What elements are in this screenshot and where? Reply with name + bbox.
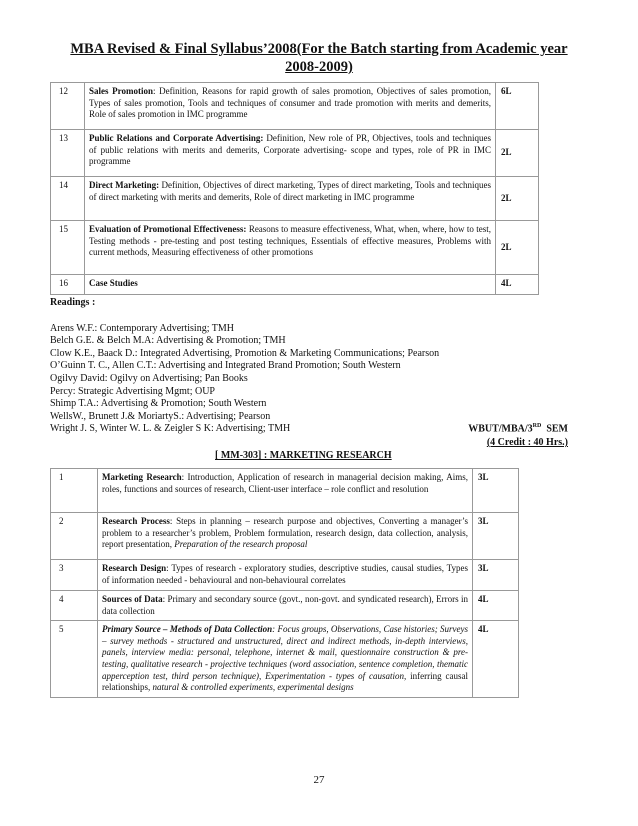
topic-description xyxy=(85,275,496,295)
topic-separator: : xyxy=(152,86,160,96)
topic-credit: 6L xyxy=(496,83,539,130)
topic-description xyxy=(98,469,473,513)
topic-credit: 4L xyxy=(473,591,519,621)
semester-code-suffix: SEM xyxy=(541,423,568,435)
topic-text: Definition, Objectives of direct marketing, Types of direct marketing, Tools and techniques of direct marketing with merits and demerits, Role of direct marketing in IMC programme xyxy=(89,180,492,202)
table-row xyxy=(51,591,519,621)
topic-separator: : xyxy=(181,472,188,482)
topic-separator: : xyxy=(166,563,172,573)
page-number: 27 xyxy=(313,774,325,786)
topic-number: 4 xyxy=(51,591,98,621)
title-line-1: MBA Revised & Final Syllabus’2008(For the Batch starting from Academic year xyxy=(70,41,568,57)
topic-description xyxy=(98,591,473,621)
topic-description xyxy=(98,560,473,591)
topic-title: Research Process xyxy=(102,516,170,526)
topic-credit: 4L xyxy=(496,275,539,295)
topic-text: Reasons to measure effectiveness, What, when, where, how to test, Testing methods - pre-testing and post testing techniques, Essentials of effective measures, Problems with current methods, Measuring effectiveness of other promotions xyxy=(89,224,491,258)
topic-title: Marketing Research xyxy=(102,472,182,482)
topic-text-italic-end: natural & controlled experiments, experimental designs xyxy=(152,682,354,693)
table-row xyxy=(51,221,539,275)
topic-credit: 3L xyxy=(473,469,519,513)
table-row xyxy=(51,560,519,591)
readings-list xyxy=(50,323,439,436)
topic-text: Primary and secondary source (govt., non-govt. and syndicated research), Errors in data collection xyxy=(102,594,468,616)
topic-description xyxy=(85,130,496,177)
title-line-2: 2008-2009) xyxy=(285,59,353,75)
table-row xyxy=(51,83,539,130)
table-row xyxy=(51,513,519,560)
topic-text: Definition, New role of PR, Objectives, tools and techniques of public relations with merits and demerits, Corporate advertising- scope and types, role of PR in IMC programme xyxy=(89,133,491,167)
topic-description xyxy=(85,83,496,130)
topic-description xyxy=(98,621,473,698)
semester-code-prefix: WBUT/MBA/3 xyxy=(468,423,533,435)
table-row xyxy=(51,177,539,221)
topic-number: 5 xyxy=(51,621,98,698)
reading-item: Percy: Strategic Advertising Mgmt; OUP xyxy=(50,385,215,397)
topic-separator: : xyxy=(169,516,177,526)
table-row xyxy=(51,621,519,698)
page-title xyxy=(20,40,618,76)
topic-number: 15 xyxy=(51,221,85,275)
topic-title: Research Design xyxy=(102,563,167,573)
topic-text-italic: Preparation of the research proposal xyxy=(174,539,308,550)
topic-description xyxy=(85,221,496,275)
table-row xyxy=(51,130,539,177)
reading-item: Clow K.E., Baack D.: Integrated Advertising, Promotion & Marketing Communications; Pearson xyxy=(50,347,440,359)
topic-title: Primary Source – Methods of Data Collection xyxy=(102,624,273,635)
topic-text: Introduction, Application of research in managerial decision making, Aims, roles, functions and sources of research, Client-user interface – role conflict and resolution xyxy=(102,472,468,494)
topic-number: 1 xyxy=(51,469,98,513)
table-row xyxy=(51,469,519,513)
reading-item: O’Guinn T. C., Allen C.T.: Advertising and Integrated Brand Promotion; South Western xyxy=(50,360,401,372)
topic-number: 3 xyxy=(51,560,98,591)
topic-text: Types of research - exploratory studies, descriptive studies, causal studies, Types of information needed - behavioural and non-behavioural correlates xyxy=(102,563,469,585)
reading-item: Shimp T.A.: Advertising & Promotion; South Western xyxy=(50,398,267,410)
syllabus-table-advertising xyxy=(50,82,539,295)
readings-section xyxy=(50,297,439,436)
topic-number: 12 xyxy=(51,83,85,130)
topic-description xyxy=(98,513,473,560)
reading-item: Belch G.E. & Belch M.A: Advertising & Promotion; TMH xyxy=(50,335,286,347)
topic-title: Case Studies xyxy=(89,278,138,288)
course-title: [ MM-303] : MARKETING RESEARCH xyxy=(215,450,392,461)
topic-credit: 2L xyxy=(496,177,539,221)
reading-item: WellsW., Brunett J.& MoriartyS.: Advertising; Pearson xyxy=(50,410,271,422)
topic-title: Direct Marketing: xyxy=(89,180,160,190)
topic-title: Sources of Data xyxy=(102,594,163,604)
reading-item: Arens W.F.: Contemporary Advertising; TMH xyxy=(50,322,235,334)
reading-item: Ogilvy David: Ogilvy on Advertising; Pan Books xyxy=(50,372,248,384)
topic-title: Evaluation of Promotional Effectiveness: xyxy=(89,224,247,234)
table-row xyxy=(51,275,539,295)
topic-number: 2 xyxy=(51,513,98,560)
credit-hours: (4 Credit : 40 Hrs.) xyxy=(486,437,568,448)
topic-credit: 3L xyxy=(473,513,519,560)
topic-number: 14 xyxy=(51,177,85,221)
topic-description xyxy=(85,177,496,221)
semester-code-sup: RD xyxy=(532,423,542,429)
topic-credit: 2L xyxy=(496,221,539,275)
topic-credit: 4L xyxy=(473,621,519,698)
topic-text: Steps in planning – research purpose and objectives, Converting a manager’s problem to a researcher’s problem, Problem formulation, research design, data collection, analysis, report presentation, xyxy=(102,516,468,550)
topic-separator: : xyxy=(162,594,168,604)
reading-item: Wright J. S, Winter W. L. & Zeigler S K: Advertising; TMH xyxy=(50,423,291,435)
topic-title: Public Relations and Corporate Advertising: xyxy=(89,133,264,143)
topic-number: 16 xyxy=(51,275,85,295)
topic-text: inferring causal relationships, xyxy=(102,670,468,693)
topic-number: 13 xyxy=(51,130,85,177)
topic-credit: 3L xyxy=(473,560,519,591)
topic-title: Sales Promotion xyxy=(89,86,153,96)
topic-text-italic: : Focus groups, Observations, Case histories; Surveys – survey methods - structured and unstructured, direct and indirect methods, in-depth interviews, panels, interview media: personal, telephone, internet & mail, questionnaire construction & pre-testing, qualitative research - projective techniques (word association, sentence completion, thematic apperception test, third person technique), Experimentation - types of causation, xyxy=(102,624,468,681)
topic-text: Definition, Reasons for rapid growth of sales promotion, Objectives of sales promotion, Types of sales promotion, Tools and techniques of consumer and trade promotion with merits and demerits, Role of sales promotion in IMC programme xyxy=(89,86,491,120)
semester-code xyxy=(468,423,568,434)
readings-heading: Readings : xyxy=(50,297,96,308)
topic-credit: 2L xyxy=(496,130,539,177)
syllabus-table-marketing-research xyxy=(50,468,519,698)
